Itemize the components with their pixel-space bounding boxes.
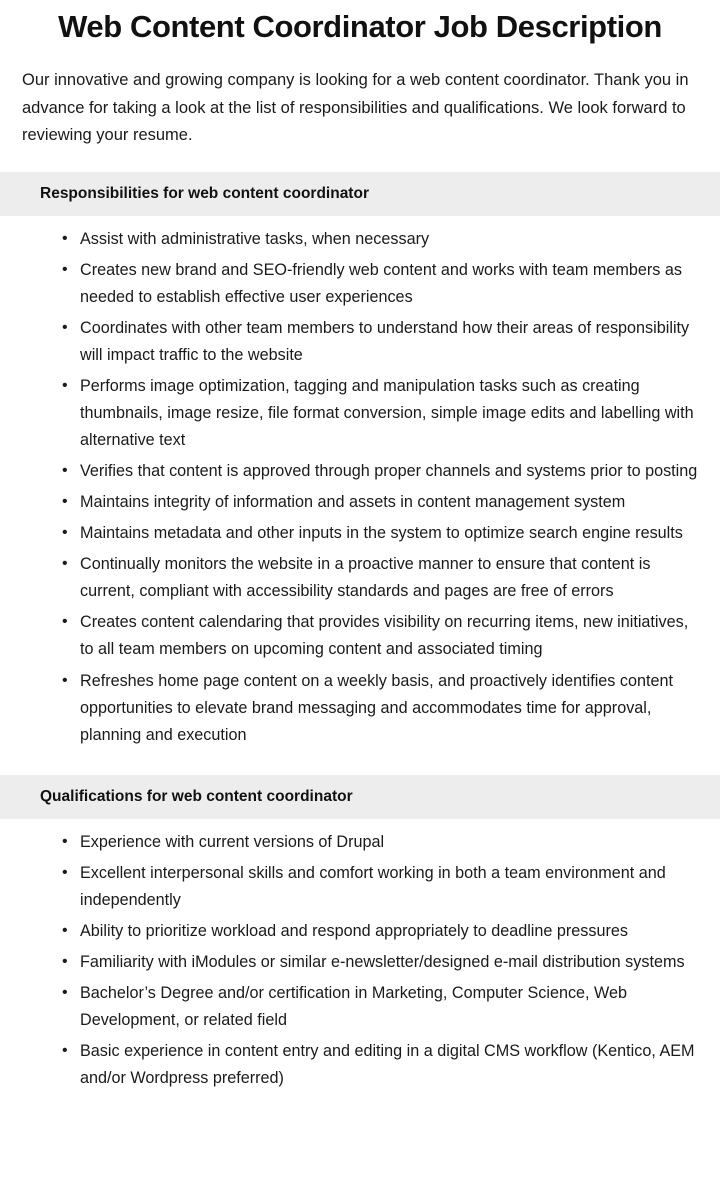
- list-item: • Assist with administrative tasks, when necessary: [60, 226, 698, 253]
- job-description-document: [0, 8, 720, 1114]
- list-item: • Basic experience in content entry and editing in a digital CMS workflow (Kentico, AEM and/or Wordpress preferred): [60, 1038, 698, 1092]
- list-item: • Bachelor’s Degree and/or certification in Marketing, Computer Science, Web Development, or related field: [60, 980, 698, 1034]
- list-item: • Maintains metadata and other inputs in the system to optimize search engine results: [60, 520, 698, 547]
- intro-paragraph: Our innovative and growing company is looking for a web content coordinator. Thank you in advance for taking a look at the list of responsibilities and qualifications. We look forward to reviewing your resume.: [22, 71, 689, 145]
- list-item: • Familiarity with iModules or similar e-newsletter/designed e-mail distribution systems: [60, 949, 698, 976]
- page-title: Web Content Coordinator Job Description: [58, 9, 662, 44]
- qualifications-list: [22, 829, 698, 1092]
- list-item: • Ability to prioritize workload and respond appropriately to deadline pressures: [60, 918, 698, 945]
- responsibilities-list: [22, 226, 698, 749]
- list-item: • Excellent interpersonal skills and comfort working in both a team environment and independently: [60, 860, 698, 914]
- list-item: • Performs image optimization, tagging and manipulation tasks such as creating thumbnails, image resize, file format conversion, simple image edits and labelling with alternative text: [60, 373, 698, 454]
- section-heading: Responsibilities for web content coordinator: [0, 172, 720, 216]
- list-item: • Refreshes home page content on a weekly basis, and proactively identifies content opportunities to elevate brand messaging and accommodates time for approval, planning and execution: [60, 668, 698, 749]
- list-item: • Continually monitors the website in a proactive manner to ensure that content is current, compliant with accessibility standards and pages are free of errors: [60, 551, 698, 605]
- list-item: • Experience with current versions of Drupal: [60, 829, 698, 856]
- list-item: • Maintains integrity of information and assets in content management system: [60, 489, 698, 516]
- section-responsibilities: [22, 172, 698, 749]
- list-item: • Verifies that content is approved through proper channels and systems prior to posting: [60, 458, 698, 485]
- section-heading: Qualifications for web content coordinator: [0, 775, 720, 819]
- list-item: • Coordinates with other team members to understand how their areas of responsibility will impact traffic to the website: [60, 315, 698, 369]
- list-item: • Creates new brand and SEO-friendly web content and works with team members as needed to establish effective user experiences: [60, 257, 698, 311]
- section-qualifications: [22, 775, 698, 1092]
- list-item: • Creates content calendaring that provides visibility on recurring items, new initiatives, to all team members on upcoming content and associated timing: [60, 609, 698, 663]
